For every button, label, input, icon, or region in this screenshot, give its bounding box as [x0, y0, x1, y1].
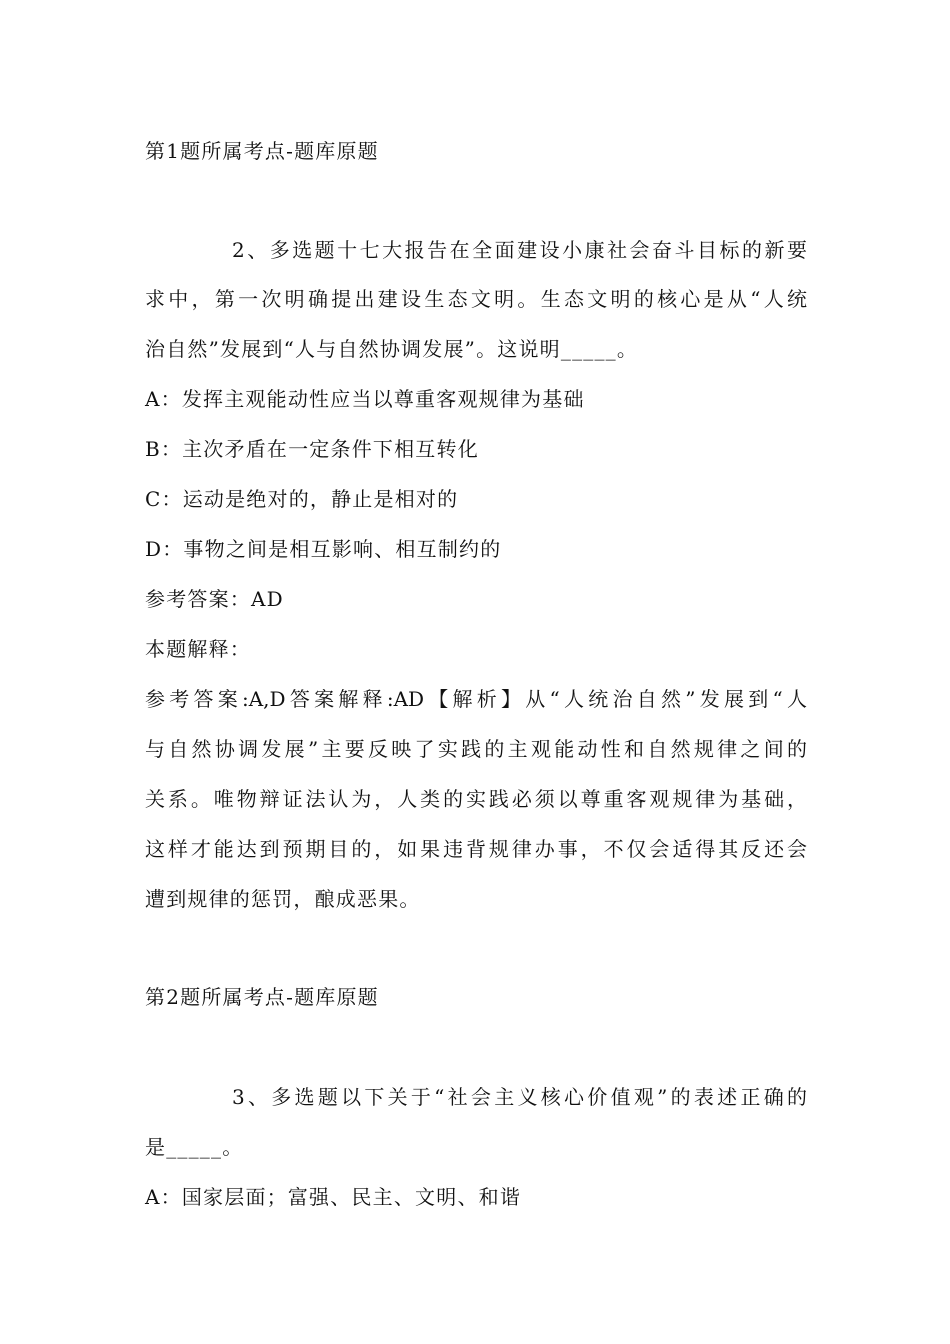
- question-2-explanation-line-4: 这样才能达到预期目的，如果违背规律办事，不仅会适得其反还会: [145, 837, 807, 861]
- question-3-stem-line-1: 3、多选题以下关于“社会主义核心价值观”的表述正确的: [232, 1085, 807, 1109]
- question-2-explanation-line-1: 参考答案:A,D答案解释:AD【解析】从“人统治自然”发展到“人: [145, 687, 807, 711]
- question-2-explanation-line-2: 与自然协调发展”主要反映了实践的主观能动性和自然规律之间的: [145, 737, 807, 761]
- question-2-explanation-heading: 本题解释：: [145, 637, 251, 661]
- question-2-option-b: B：主次矛盾在一定条件下相互转化: [145, 437, 479, 461]
- question-2-explanation-line-5: 遭到规律的惩罚，酿成恶果。: [145, 887, 421, 911]
- question-2-explanation-line-3: 关系。唯物辩证法认为，人类的实践必须以尊重客观规律为基础，: [145, 787, 807, 811]
- question-2-option-a: A：发挥主观能动性应当以尊重客观规律为基础: [145, 387, 585, 411]
- question-2-stem-line-3: 治自然”发展到“人与自然协调发展”。这说明_____。: [145, 337, 639, 361]
- section-heading-q2: 第2题所属考点-题库原题: [145, 985, 379, 1009]
- section-heading-q1: 第1题所属考点-题库原题: [145, 139, 379, 163]
- question-3-option-a: A：国家层面；富强、民主、文明、和谐: [145, 1185, 522, 1209]
- question-2-option-d: D：事物之间是相互影响、相互制约的: [145, 537, 502, 561]
- question-3-stem-line-2: 是_____。: [145, 1135, 244, 1159]
- question-2-stem-line-2: 求中，第一次明确提出建设生态文明。生态文明的核心是从“人统: [145, 287, 807, 311]
- question-2-answer: 参考答案：AD: [145, 587, 284, 611]
- question-2-stem-line-1: 2、多选题十七大报告在全面建设小康社会奋斗目标的新要: [232, 238, 807, 262]
- question-2-option-c: C：运动是绝对的，静止是相对的: [145, 487, 459, 511]
